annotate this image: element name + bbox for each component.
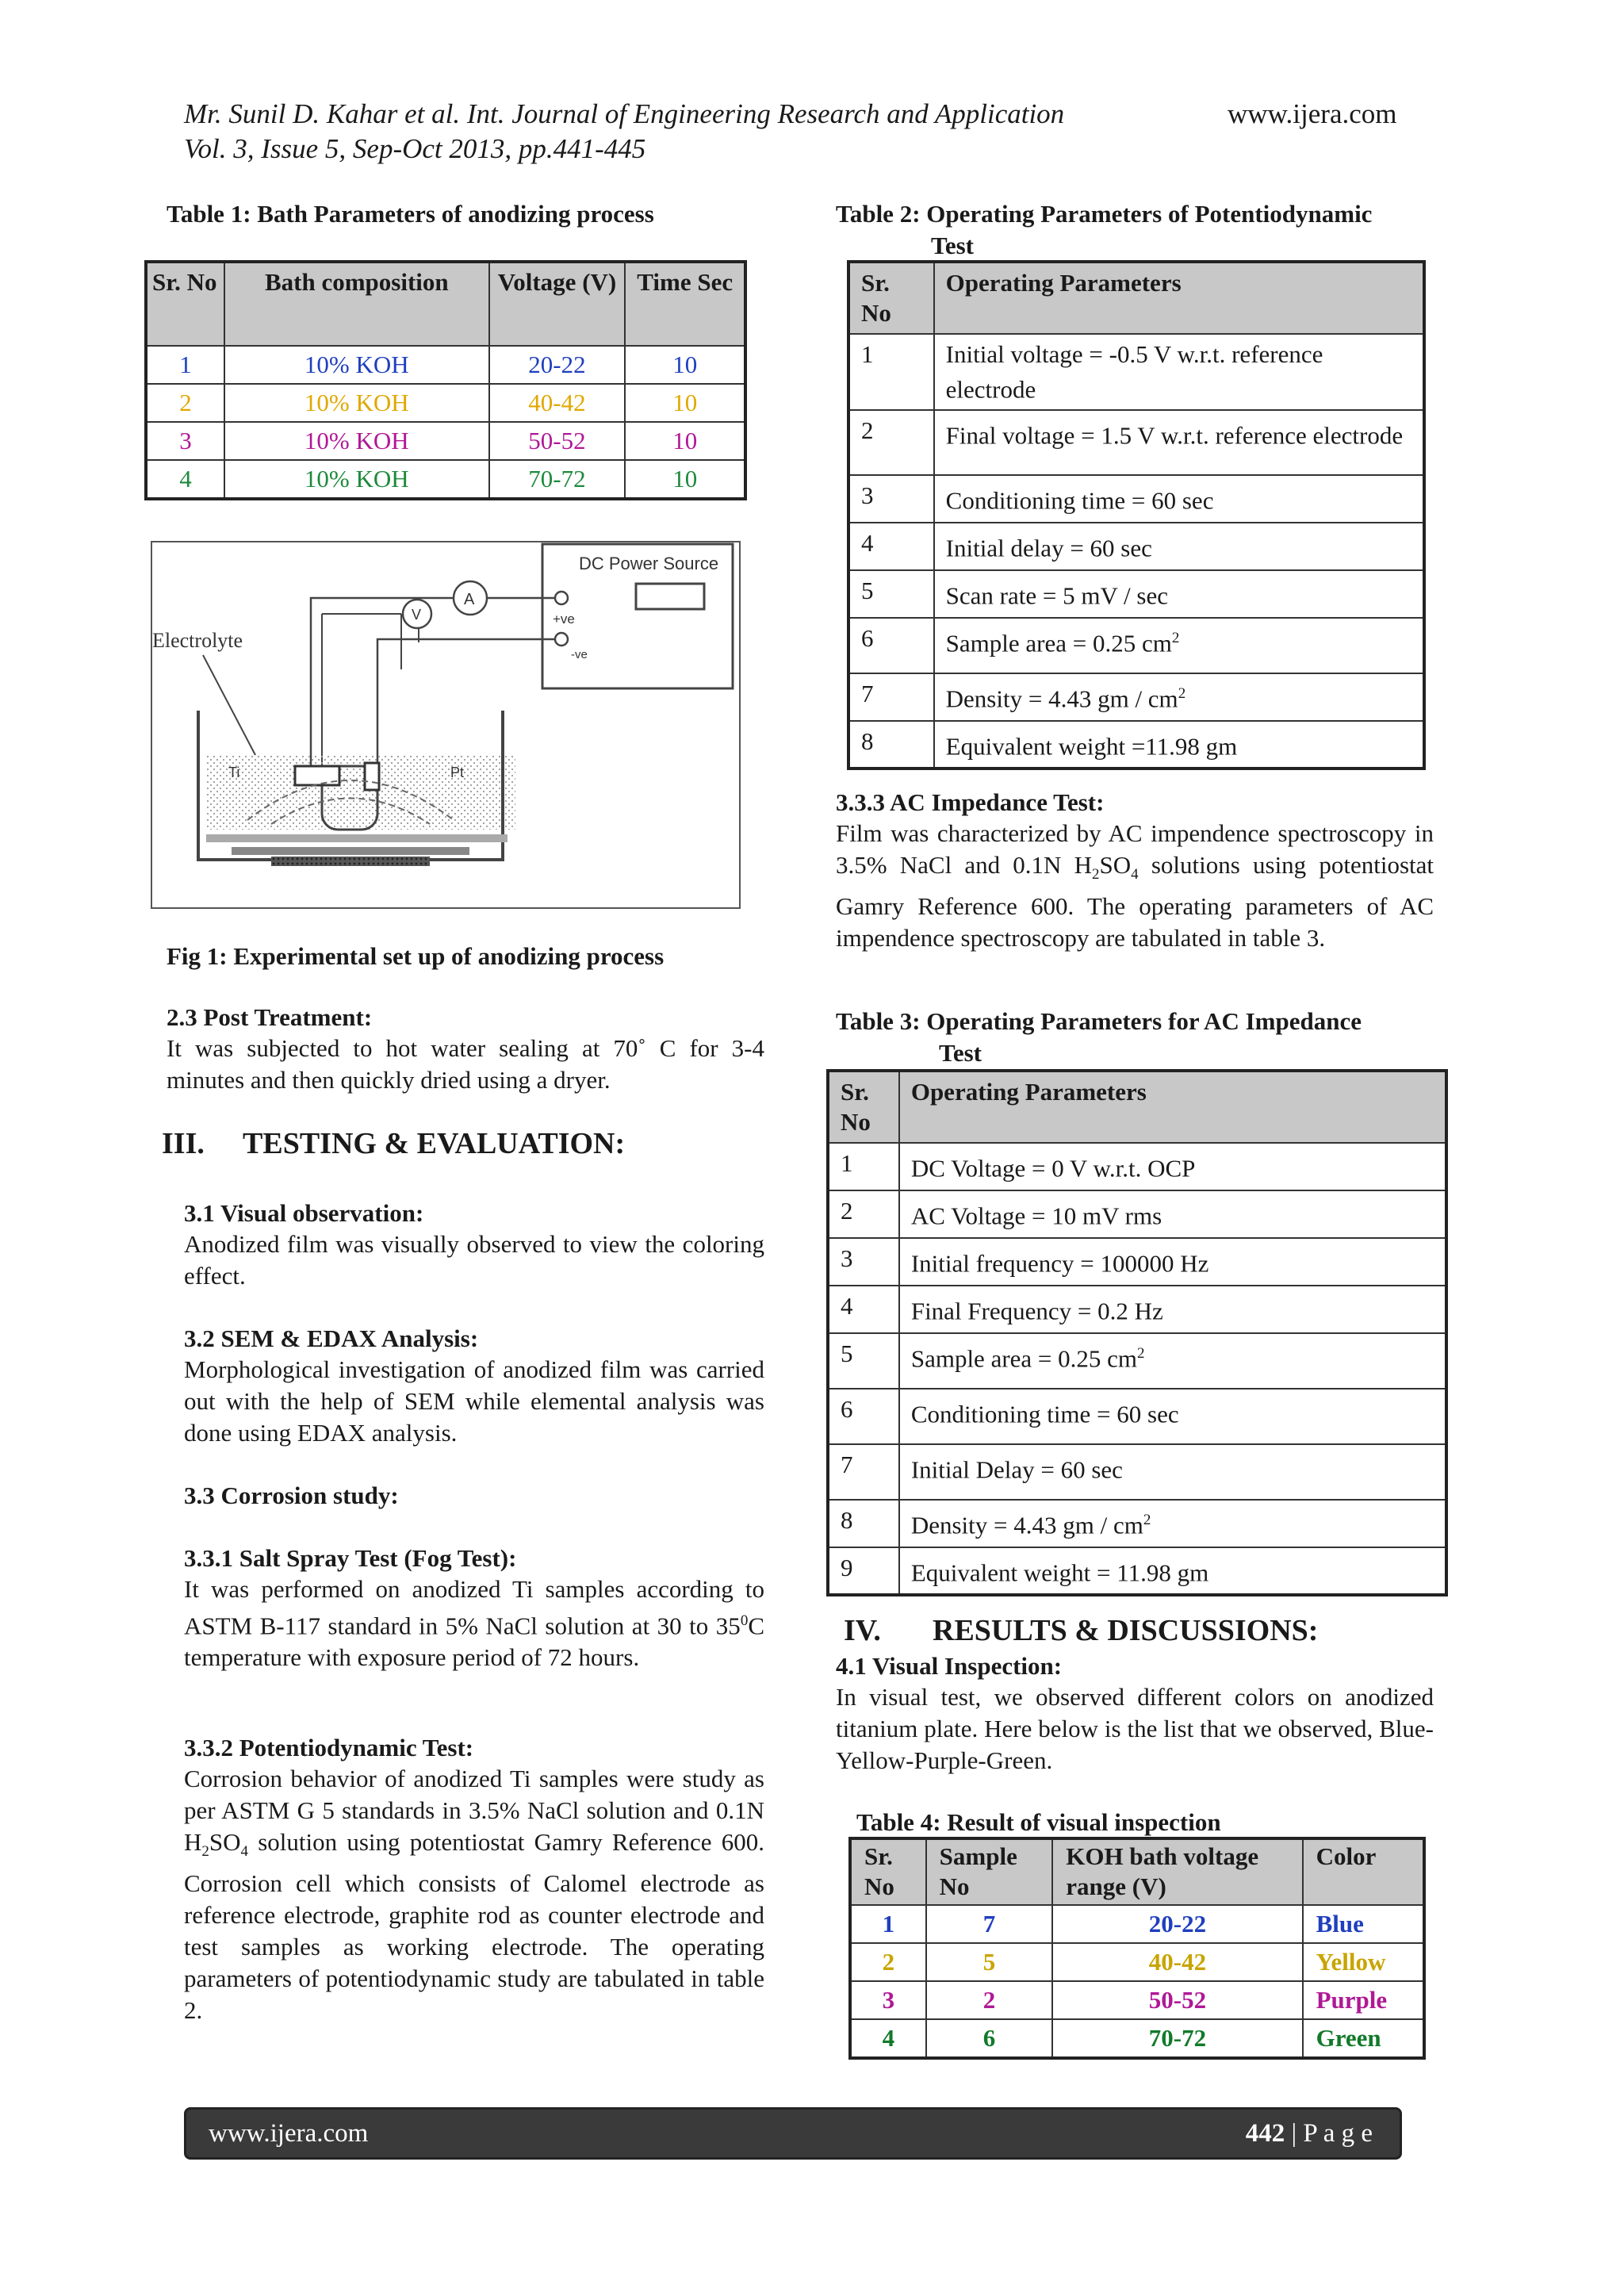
- ti-label: Ti: [228, 765, 240, 780]
- table-row: [828, 1547, 1446, 1595]
- table4-cell-sample: 7: [926, 1905, 1053, 1943]
- potentiodynamic-text: Corrosion behavior of anodized Ti samples were study as per ASTM G 5 standards in 3.5% NaCl solution and 0.1N $H_2SO_4$ solution using potentiostat Gamry Reference 600. Corrosion cell which consists of Calomel electrode as reference electrode, graphite rod as counter electrode and test samples as working electrode. The operating parameters of potentiodynamic study are tabulated in table 2.: [184, 1765, 764, 2025]
- table-row: [146, 346, 745, 384]
- table2-cell-sr: 8: [848, 721, 934, 769]
- table4-header-range: KOH bath voltage range (V): [1052, 1838, 1302, 1905]
- table1-header-time: Time Sec: [625, 262, 745, 346]
- table2-cell-sr: 6: [848, 618, 934, 673]
- table2-cell-sr: 2: [848, 410, 934, 475]
- ac-impedance-text: Film was characterized by AC impendence spectroscopy in 3.5% NaCl and 0.1N $H_2SO_4$ solutions using potentiostat Gamry Reference 600. The operating parameters of AC impendence spectroscopy are tabulated in table 3.: [836, 819, 1434, 953]
- table-row: [848, 570, 1424, 618]
- table1-cell-sr: 1: [146, 346, 224, 384]
- table1-cell-bath: 10% KOH: [224, 460, 489, 499]
- negative-label: -ve: [571, 648, 588, 661]
- table2-cell-sr: 1: [848, 334, 934, 410]
- table2-cell-sr: 4: [848, 523, 934, 570]
- table4-header-color: Color: [1303, 1838, 1424, 1905]
- table1-cell-voltage: 40-42: [489, 384, 626, 422]
- table4-cell-range: 70-72: [1052, 2019, 1302, 2058]
- sem-edax-heading: 3.2 SEM & EDAX Analysis:: [184, 1324, 479, 1352]
- table3-cell-sr: 3: [828, 1238, 899, 1286]
- table3-cell-sr: 4: [828, 1286, 899, 1333]
- table1-cell-time: 10: [625, 422, 745, 460]
- table4-cell-color: Purple: [1303, 1981, 1424, 2019]
- table3-cell-param: Initial Delay = 60 sec: [899, 1444, 1446, 1500]
- electrolyte-label: Electrolyte: [152, 629, 243, 652]
- table3-cell-sr: 1: [828, 1143, 899, 1190]
- section4-title: RESULTS & DISCUSSIONS:: [933, 1614, 1319, 1647]
- table4-cell-range: 50-52: [1052, 1981, 1302, 2019]
- journal-website: www.ijera.com: [1228, 98, 1397, 129]
- table-row: [828, 1444, 1446, 1500]
- table1-cell-voltage: 70-72: [489, 460, 626, 499]
- table-row: [848, 673, 1424, 721]
- table3-cell-param: Initial frequency = 100000 Hz: [899, 1238, 1446, 1286]
- positive-terminal: [555, 592, 568, 604]
- table2-cell-param: Final voltage = 1.5 V w.r.t. reference electrode: [934, 410, 1424, 475]
- table-row: [850, 1981, 1424, 2019]
- table-row: [850, 1943, 1424, 1981]
- page-footer: [184, 2107, 1402, 2160]
- table2: [847, 260, 1426, 770]
- negative-terminal: [555, 633, 568, 646]
- table-row: [828, 1389, 1446, 1444]
- table1-cell-bath: 10% KOH: [224, 422, 489, 460]
- issue-info: Vol. 3, Issue 5, Sep-Oct 2013, pp.441-445: [184, 133, 646, 164]
- table2-cell-param: Initial delay = 60 sec: [934, 523, 1424, 570]
- corrosion-study-heading: 3.3 Corrosion study:: [184, 1481, 399, 1509]
- table3: [826, 1069, 1448, 1596]
- table1-cell-bath: 10% KOH: [224, 384, 489, 422]
- table2-cell-param: Conditioning time = 60 sec: [934, 475, 1424, 523]
- table1-cell-voltage: 20-22: [489, 346, 626, 384]
- table3-cell-sr: 7: [828, 1444, 899, 1500]
- table4-cell-sr: 4: [850, 2019, 926, 2058]
- table-row: [848, 721, 1424, 769]
- table-row: [146, 460, 745, 499]
- table3-cell-param: Final Frequency = 0.2 Hz: [899, 1286, 1446, 1333]
- table-row: [848, 334, 1424, 410]
- table1-cell-sr: 2: [146, 384, 224, 422]
- table-row: [828, 1500, 1446, 1547]
- pt-label: Pt: [450, 765, 465, 780]
- table-row: [828, 1286, 1446, 1333]
- power-source-label: DC Power Source: [579, 554, 719, 573]
- table3-cell-param: AC Voltage = 10 mV rms: [899, 1190, 1446, 1238]
- table-row: [848, 618, 1424, 673]
- table1-cell-voltage: 50-52: [489, 422, 626, 460]
- table1-cell-sr: 3: [146, 422, 224, 460]
- section3-title: TESTING & EVALUATION:: [243, 1127, 626, 1160]
- table4-header-sample: Sample No: [926, 1838, 1053, 1905]
- table1-caption: Table 1: Bath Parameters of anodizing process: [167, 200, 654, 228]
- visual-inspection-heading: 4.1 Visual Inspection:: [836, 1652, 1063, 1680]
- table4: [848, 1837, 1426, 2060]
- table2-cell-param: Equivalent weight =11.98 gm: [934, 721, 1424, 769]
- table4-cell-sr: 1: [850, 1905, 926, 1943]
- svg-text:A: A: [464, 591, 475, 608]
- footer-website: www.ijera.com: [209, 2119, 369, 2148]
- salt-spray-heading: 3.3.1 Salt Spray Test (Fog Test):: [184, 1544, 517, 1572]
- running-header: Mr. Sunil D. Kahar et al. Int. Journal of Engineering Research and Application: [184, 98, 1065, 129]
- power-display: [636, 584, 704, 609]
- table3-cell-param: Conditioning time = 60 sec: [899, 1389, 1446, 1444]
- post-treatment-text: It was subjected to hot water sealing at 70˚ C for 3-4 minutes and then quickly dried using a dryer.: [167, 1034, 764, 1094]
- table-row: [848, 523, 1424, 570]
- table4-cell-range: 20-22: [1052, 1905, 1302, 1943]
- table-row: [146, 384, 745, 422]
- table-row: [850, 1905, 1424, 1943]
- visual-observation-text: Anodized film was visually observed to view the coloring effect.: [184, 1230, 764, 1290]
- table4-cell-range: 40-42: [1052, 1943, 1302, 1981]
- table3-cell-sr: 2: [828, 1190, 899, 1238]
- anodizing-setup-diagram: [152, 542, 739, 907]
- table2-caption-cont: Test: [931, 232, 974, 259]
- table4-cell-sample: 2: [926, 1981, 1053, 2019]
- table-row: [828, 1333, 1446, 1389]
- table2-header-params: Operating Parameters: [934, 262, 1424, 334]
- table4-caption: Table 4: Result of visual inspection: [856, 1808, 1221, 1836]
- table-row: [828, 1190, 1446, 1238]
- table3-cell-sr: 6: [828, 1389, 899, 1444]
- table3-cell-param: Equivalent weight = 11.98 gm: [899, 1547, 1446, 1595]
- table3-cell-param: Sample area = 0.25 $cm^2$: [899, 1333, 1446, 1389]
- table4-header-sr: Sr. No: [850, 1838, 926, 1905]
- table1-cell-time: 10: [625, 346, 745, 384]
- table3-caption-cont: Test: [939, 1039, 982, 1067]
- table-row: [828, 1143, 1446, 1190]
- section3-number: III.: [162, 1127, 205, 1160]
- table4-cell-sample: 6: [926, 2019, 1053, 2058]
- svg-text:V: V: [412, 607, 422, 623]
- table2-cell-sr: 5: [848, 570, 934, 618]
- visual-observation-heading: 3.1 Visual observation:: [184, 1199, 424, 1227]
- ac-impedance-heading: 3.3.3 AC Impedance Test:: [836, 788, 1105, 816]
- table4-cell-color: Green: [1303, 2019, 1424, 2058]
- table4-cell-sample: 5: [926, 1943, 1053, 1981]
- sem-edax-text: Morphological investigation of anodized film was carried out with the help of SEM while elemental analysis was done using EDAX analysis.: [184, 1355, 764, 1447]
- figure1-caption: Fig 1: Experimental set up of anodizing process: [167, 942, 665, 970]
- table1-cell-time: 10: [625, 384, 745, 422]
- positive-label: +ve: [553, 611, 575, 627]
- table2-header-sr: Sr. No: [848, 262, 934, 334]
- table1: [144, 260, 747, 500]
- table2-cell-sr: 3: [848, 475, 934, 523]
- table-row: [146, 422, 745, 460]
- table1-header-sr: Sr. No: [146, 262, 224, 346]
- table-row: [848, 475, 1424, 523]
- page-number: 442 | P a g e: [1245, 2119, 1373, 2148]
- table3-header-params: Operating Parameters: [899, 1071, 1446, 1143]
- table3-caption: Table 3: Operating Parameters for AC Impedance: [836, 1007, 1362, 1035]
- table4-cell-sr: 2: [850, 1943, 926, 1981]
- post-treatment-heading: 2.3 Post Treatment:: [167, 1003, 373, 1031]
- salt-spray-text: It was performed on anodized Ti samples according to ASTM B-117 standard in 5% NaCl solution at 30 to $35^0C$ temperature with exposure period of 72 hours.: [184, 1575, 764, 1672]
- table1-header-voltage: Voltage (V): [489, 262, 626, 346]
- potentiodynamic-heading: 3.3.2 Potentiodynamic Test:: [184, 1734, 474, 1761]
- table2-caption: Table 2: Operating Parameters of Potentiodynamic: [836, 200, 1373, 228]
- table3-header-sr: Sr. No: [828, 1071, 899, 1143]
- table1-cell-bath: 10% KOH: [224, 346, 489, 384]
- section4-number: IV.: [844, 1614, 881, 1647]
- table2-cell-param: Scan rate = 5 mV / sec: [934, 570, 1424, 618]
- table2-cell-sr: 7: [848, 673, 934, 721]
- table4-cell-sr: 3: [850, 1981, 926, 2019]
- table2-cell-param: Initial voltage = -0.5 V w.r.t. reference electrode: [934, 334, 1424, 410]
- table-row: [850, 2019, 1424, 2058]
- figure1-frame: [151, 541, 741, 909]
- table1-cell-time: 10: [625, 460, 745, 499]
- table2-cell-param: Density = 4.43 gm / $cm^2$: [934, 673, 1424, 721]
- table4-cell-color: Yellow: [1303, 1943, 1424, 1981]
- table3-cell-sr: 5: [828, 1333, 899, 1389]
- table-row: [848, 410, 1424, 475]
- table3-cell-sr: 9: [828, 1547, 899, 1595]
- table3-cell-param: DC Voltage = 0 V w.r.t. OCP: [899, 1143, 1446, 1190]
- visual-inspection-text: In visual test, we observed different colors on anodized titanium plate. Here below is the list that we observed, Blue-Yellow-Purple-Green.: [836, 1683, 1434, 1774]
- table3-cell-param: Density = 4.43 gm / $cm^2$: [899, 1500, 1446, 1547]
- table1-cell-sr: 4: [146, 460, 224, 499]
- table4-cell-color: Blue: [1303, 1905, 1424, 1943]
- table1-header-bath: Bath composition: [224, 262, 489, 346]
- pt-electrode: [365, 763, 379, 790]
- table2-cell-param: Sample area = 0.25 $cm^2$: [934, 618, 1424, 673]
- table3-cell-sr: 8: [828, 1500, 899, 1547]
- table-row: [828, 1238, 1446, 1286]
